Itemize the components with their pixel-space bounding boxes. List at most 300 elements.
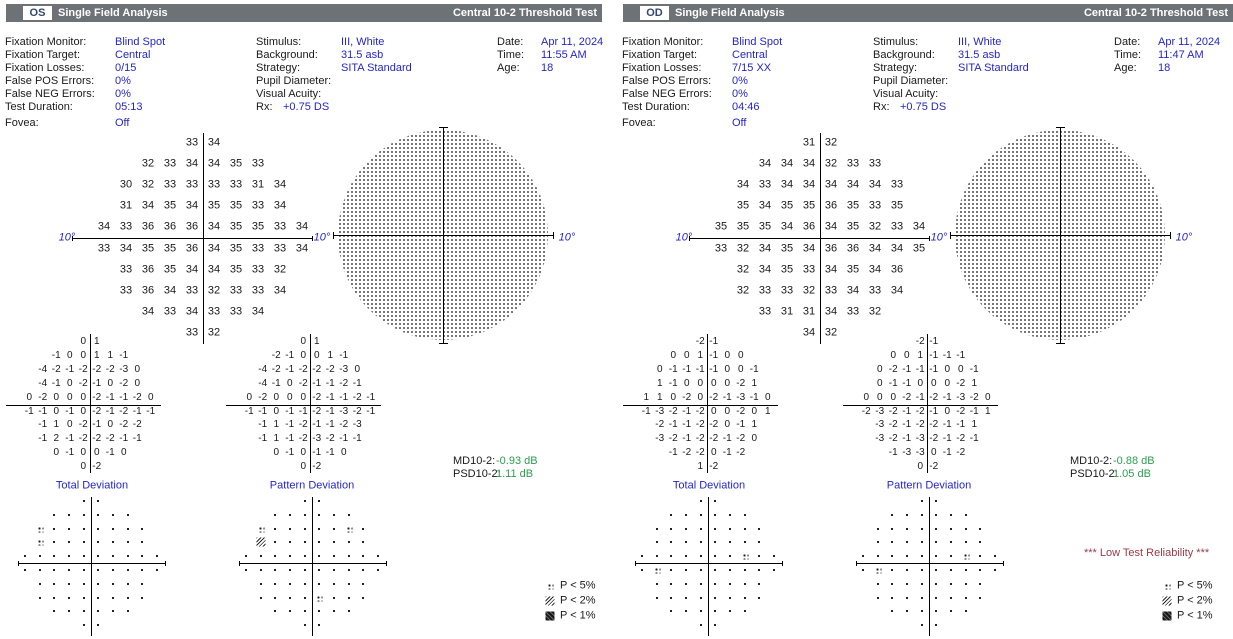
total-deviation-grid-value: -1 (105, 405, 115, 417)
pattern-deviation-probability-symbol (950, 597, 952, 599)
total-deviation-probability-symbol (700, 528, 702, 530)
total-deviation-grid-value: -2 (668, 405, 678, 417)
total-deviation-probability-symbol (729, 569, 731, 571)
total-deviation-probability-symbol (53, 528, 55, 530)
total-deviation-probability-symbol (68, 541, 70, 543)
pattern-deviation-probability-symbol (274, 610, 276, 612)
pattern-deviation-probability-symbol (304, 610, 306, 612)
total-deviation-probability-symbol (685, 610, 687, 612)
total-deviation-probability-symbol (700, 624, 702, 626)
pattern-deviation-probability-symbol (289, 555, 291, 557)
total-deviation-probability-symbol (83, 569, 85, 571)
param-value: Off (732, 117, 747, 129)
total-deviation-grid-value: -2 (709, 461, 719, 473)
pattern-deviation-grid-value: -2 (915, 336, 925, 347)
total-deviation-grid-value: -2 (78, 419, 88, 431)
total-deviation-probability-symbol (97, 597, 99, 599)
total-deviation-grid-value: -1 (119, 391, 129, 403)
pattern-deviation-grid-value: -2 (861, 405, 871, 417)
pattern-deviation-probability-symbol (274, 569, 276, 571)
threshold-grid-value: 36 (890, 263, 904, 276)
total-deviation-grid-value: 0 (107, 419, 114, 431)
threshold-grid-value: 33 (273, 220, 287, 233)
threshold-grid-value: 35 (846, 220, 860, 233)
total-deviation-grid-value: 0 (724, 419, 731, 431)
pattern-deviation-grid-value: 1 (984, 405, 991, 417)
total-deviation-grid-value: 0 (737, 363, 744, 375)
pattern-deviation-grid-value: -1 (339, 433, 349, 445)
total-deviation-probability-symbol (641, 569, 643, 571)
param-label: Time: (497, 49, 525, 61)
threshold-grid-value: 35 (780, 263, 794, 276)
pattern-deviation-grid-value: -1 (325, 391, 335, 403)
total-deviation-probability-symbol (53, 583, 55, 585)
pattern-deviation-grid-value: -2 (339, 377, 349, 389)
threshold-grid-value: 35 (780, 242, 794, 254)
total-deviation-probability-symbol (656, 528, 658, 530)
threshold-grid-value: 34 (736, 178, 750, 191)
pattern-deviation-grid-value: 0 (876, 363, 883, 375)
pattern-deviation-grid-value: -2 (929, 461, 939, 473)
pattern-deviation-probability-symbol (304, 514, 306, 516)
total-deviation-grid-value: 0 (751, 405, 758, 417)
total-deviation-probability-symbol (39, 569, 41, 571)
threshold-grid-value: 34 (780, 157, 794, 170)
pattern-deviation-grid-value: -1 (929, 405, 939, 417)
total-deviation-grid-value: 0 (724, 363, 731, 375)
total-deviation-probability-symbol (112, 597, 114, 599)
pattern-deviation-grid-value: -1 (285, 405, 295, 417)
total-deviation-probability-symbol (714, 624, 716, 626)
threshold-grid-value: 34 (824, 220, 838, 233)
pattern-deviation-probability-symbol (935, 624, 937, 626)
total-deviation-probability-symbol (127, 514, 129, 516)
report-title: Single Field Analysis (675, 7, 785, 19)
total-deviation-probability-symbol (741, 553, 748, 560)
total-deviation-probability-symbol (53, 610, 55, 612)
total-deviation-grid-value: 0 (724, 377, 731, 389)
threshold-grid-value: 35 (163, 199, 177, 212)
threshold-grid-value: 35 (758, 220, 772, 233)
param-value: 11:47 AM (1158, 49, 1204, 61)
pattern-deviation-grid-value: 0 (876, 391, 883, 403)
total-deviation-probability-symbol (83, 555, 85, 557)
total-deviation-probability-symbol (156, 569, 158, 571)
total-deviation-grid-value: 1 (93, 349, 100, 361)
threshold-grid-value: 33 (251, 242, 265, 254)
pattern-deviation-probability-symbol (274, 541, 276, 543)
threshold-grid-value: 36 (163, 220, 177, 233)
total-deviation-probability-symbol (714, 528, 716, 530)
total-deviation-grid-value: 0 (134, 363, 141, 375)
total-deviation-probability-symbol (700, 569, 702, 571)
total-deviation-probability-symbol (39, 555, 41, 557)
axis-degree-label: 10° (313, 231, 331, 244)
total-deviation-probability-symbol (36, 539, 43, 546)
pattern-deviation-grid-value: -1 (969, 405, 979, 417)
legend-symbol-p1 (546, 612, 555, 621)
threshold-grid-value: 32 (207, 326, 221, 339)
pattern-deviation-probability-symbol (950, 555, 952, 557)
pattern-deviation-probability-symbol (921, 541, 923, 543)
pattern-deviation-grid-value: -2 (888, 433, 898, 445)
pattern-deviation-grid-value: -1 (258, 405, 268, 417)
pattern-deviation-grid-value: 0 (273, 391, 280, 403)
param-label: False NEG Errors: (5, 88, 95, 100)
total-deviation-grid-value: -2 (119, 377, 129, 389)
threshold-grid-value: 36 (141, 220, 155, 233)
total-deviation-grid-value: -2 (92, 461, 102, 473)
pattern-deviation-grid-value: -2 (956, 405, 966, 417)
threshold-grid-value: 33 (758, 178, 772, 191)
report-title: Single Field Analysis (58, 7, 168, 19)
pattern-deviation-grid-value: 0 (246, 391, 253, 403)
total-deviation-grid-value: 0 (670, 349, 677, 361)
pattern-deviation-grid-value: -1 (285, 349, 295, 361)
pattern-deviation-grid-value: -1 (312, 447, 322, 459)
threshold-grid-value: 33 (758, 284, 772, 297)
pattern-deviation-grid-value: 0 (286, 391, 293, 403)
total-deviation-probability-symbol (700, 597, 702, 599)
total-deviation-probability-symbol (83, 610, 85, 612)
pattern-deviation-probability-horizontal-axis (239, 563, 386, 564)
total-deviation-probability-symbol (714, 500, 716, 502)
threshold-grid-value: 34 (207, 136, 221, 149)
threshold-grid-value: 35 (229, 242, 243, 254)
total-deviation-grid-value: -1 (709, 349, 719, 361)
pattern-deviation-probability-symbol (877, 528, 879, 530)
param-value: SITA Standard (341, 62, 412, 74)
grayscale-horizontal-axis (950, 235, 1170, 236)
total-deviation-grid-value: -1 (65, 405, 75, 417)
total-deviation-grid-value: 1 (697, 349, 704, 361)
total-deviation-probability-symbol (656, 555, 658, 557)
param-label: Pupil Diameter: (873, 75, 949, 87)
pattern-deviation-probability-symbol (348, 583, 350, 585)
total-deviation-grid-value: -3 (736, 391, 746, 403)
param-label: False NEG Errors: (622, 88, 712, 100)
threshold-grid-value: 33 (97, 242, 111, 254)
total-deviation-probability-symbol (68, 610, 70, 612)
pattern-deviation-grid-value: -3 (956, 391, 966, 403)
pattern-deviation-probability-horizontal-axis (856, 563, 1003, 564)
total-deviation-grid-vertical-axis (707, 334, 708, 473)
total-deviation-probability-symbol (127, 528, 129, 530)
threshold-grid-value: 34 (758, 263, 772, 276)
param-label: Fixation Monitor: (622, 36, 704, 48)
total-deviation-probability-symbol (112, 583, 114, 585)
pattern-deviation-label: Pattern Deviation (886, 479, 972, 492)
total-deviation-grid-value: -1 (668, 363, 678, 375)
total-deviation-grid-value: -4 (38, 377, 48, 389)
param-value: 0% (732, 88, 748, 100)
total-deviation-probability-symbol (729, 555, 731, 557)
pattern-deviation-grid-value: 0 (286, 377, 293, 389)
pattern-deviation-grid-horizontal-axis (843, 405, 998, 406)
total-deviation-probability-symbol (53, 541, 55, 543)
pattern-deviation-grid-value: -1 (325, 447, 335, 459)
total-deviation-probability-symbol (97, 555, 99, 557)
pattern-deviation-probability-symbol (906, 528, 908, 530)
threshold-grid-value: 34 (890, 242, 904, 254)
total-deviation-probability-symbol (700, 514, 702, 516)
pattern-deviation-probability-symbol (979, 583, 981, 585)
axis-degree-label: 10° (558, 231, 576, 244)
pattern-deviation-grid-value: -1 (325, 377, 335, 389)
axis-degree-label: 10° (1175, 231, 1193, 244)
pattern-deviation-grid-value: -1 (929, 336, 939, 347)
legend-symbol-p2 (1163, 597, 1172, 606)
pattern-deviation-probability-symbol (950, 528, 952, 530)
total-deviation-probability-symbol (758, 541, 760, 543)
pattern-deviation-probability-symbol (921, 514, 923, 516)
pattern-deviation-grid-value: -2 (352, 391, 362, 403)
total-deviation-grid-value: -1 (682, 405, 692, 417)
pattern-deviation-probability-symbol (304, 500, 306, 502)
index-value: -0.93 dB (496, 455, 538, 467)
grayscale-axis-tick (439, 127, 448, 128)
pattern-deviation-grid-value: -1 (339, 391, 349, 403)
total-deviation-probability-symbol (53, 597, 55, 599)
pattern-deviation-probability-symbol (906, 597, 908, 599)
pattern-deviation-grid-value: -1 (902, 363, 912, 375)
total-deviation-probability-symbol (112, 514, 114, 516)
total-deviation-grid-value: -2 (736, 433, 746, 445)
legend-label: P < 2% (560, 594, 596, 607)
total-deviation-probability-symbol (729, 541, 731, 543)
total-deviation-grid-value: 0 (80, 349, 87, 361)
total-deviation-probability-symbol (670, 583, 672, 585)
total-deviation-grid-value: -2 (92, 391, 102, 403)
total-deviation-probability-symbol (700, 610, 702, 612)
legend-label: P < 1% (1177, 609, 1213, 622)
threshold-grid-value: 35 (890, 199, 904, 212)
total-deviation-probability-symbol (714, 610, 716, 612)
pattern-deviation-grid-value: -3 (352, 419, 362, 431)
test-name: Central 10-2 Threshold Test (452, 7, 597, 19)
total-deviation-probability-symbol (758, 597, 760, 599)
threshold-grid-value: 30 (119, 178, 133, 191)
total-deviation-grid-value: -1 (38, 419, 48, 431)
total-deviation-grid-horizontal-axis (6, 405, 161, 406)
total-deviation-grid-value: -1 (668, 377, 678, 389)
axis-degree-label: 10° (675, 231, 693, 244)
pattern-deviation-grid-value: -1 (902, 419, 912, 431)
total-deviation-probability-symbol (68, 583, 70, 585)
pattern-deviation-probability-symbol (921, 555, 923, 557)
threshold-grid-value: 34 (824, 178, 838, 191)
total-deviation-grid-value: -2 (736, 447, 746, 459)
total-deviation-grid-value: -1 (668, 447, 678, 459)
param-label: Strategy: (256, 62, 301, 74)
legend-label: P < 5% (1177, 579, 1213, 592)
total-deviation-probability-symbol (670, 597, 672, 599)
pattern-deviation-probability-symbol (362, 528, 364, 530)
pattern-deviation-probability-symbol (348, 597, 350, 599)
pattern-deviation-grid-value: -2 (271, 363, 281, 375)
pattern-deviation-probability-symbol (245, 569, 247, 571)
pattern-deviation-grid-value: -1 (956, 419, 966, 431)
threshold-grid-value: 32 (736, 263, 750, 276)
pattern-deviation-grid-value: -1 (366, 405, 376, 417)
pattern-deviation-probability-symbol (950, 583, 952, 585)
threshold-grid-value: 32 (824, 136, 838, 149)
total-deviation-grid-value: -1 (65, 433, 75, 445)
total-deviation-grid-value: -2 (695, 433, 705, 445)
total-deviation-grid-value: -2 (668, 433, 678, 445)
total-deviation-probability-symbol (714, 541, 716, 543)
pattern-deviation-probability-axis-tick (239, 561, 240, 566)
total-deviation-probability-symbol (53, 555, 55, 557)
pattern-deviation-grid-value: -1 (244, 405, 254, 417)
total-deviation-probability-symbol (83, 500, 85, 502)
pattern-deviation-probability-symbol (979, 555, 981, 557)
threshold-grid-value: 34 (846, 284, 860, 297)
threshold-grid-value: 33 (251, 284, 265, 297)
threshold-grid-value: 35 (780, 199, 794, 212)
threshold-grid-value: 34 (758, 157, 772, 170)
total-deviation-probability-symbol (112, 555, 114, 557)
pattern-deviation-probability-symbol (289, 569, 291, 571)
threshold-grid-value: 34 (868, 263, 882, 276)
pattern-deviation-grid-value: -2 (956, 377, 966, 389)
pattern-deviation-probability-symbol (333, 514, 335, 516)
param-label: Time: (1114, 49, 1142, 61)
param-value: 0% (115, 75, 131, 87)
threshold-grid-value: 33 (119, 263, 133, 276)
total-deviation-grid-value: -3 (655, 405, 665, 417)
low-reliability-warning: *** Low Test Reliability *** (1084, 547, 1210, 559)
total-deviation-probability-symbol (53, 569, 55, 571)
threshold-grid-value: 36 (824, 199, 838, 212)
pattern-deviation-grid-value: -1 (339, 349, 349, 361)
total-deviation-grid-value: 1 (93, 336, 100, 347)
total-deviation-probability-horizontal-axis (18, 563, 165, 564)
pattern-deviation-probability-symbol (921, 597, 923, 599)
threshold-grid-value: 32 (141, 157, 155, 170)
total-deviation-probability-symbol (112, 569, 114, 571)
pattern-deviation-grid-value: 0 (300, 447, 307, 459)
total-deviation-grid-value: 0 (26, 391, 33, 403)
pattern-deviation-probability-vertical-axis (312, 497, 313, 636)
total-deviation-probability-axis-tick (635, 561, 636, 566)
threshold-grid-value: 33 (163, 305, 177, 318)
pattern-deviation-grid-value: -1 (942, 447, 952, 459)
total-deviation-probability-symbol (97, 583, 99, 585)
param-label: Test Duration: (622, 101, 690, 113)
total-deviation-probability-vertical-axis (91, 497, 92, 636)
pattern-deviation-probability-symbol (318, 500, 320, 502)
total-deviation-grid-value: 1 (751, 377, 758, 389)
threshold-grid-value: 33 (229, 178, 243, 191)
total-deviation-probability-symbol (97, 624, 99, 626)
threshold-grid-value: 33 (890, 178, 904, 191)
pattern-deviation-grid-value: 0 (300, 336, 307, 347)
pattern-deviation-grid-value: -1 (902, 405, 912, 417)
param-value: Apr 11, 2024 (1158, 36, 1221, 48)
threshold-grid-value: 35 (736, 220, 750, 233)
eye-label: OD (640, 6, 669, 20)
pattern-deviation-grid-value: -2 (915, 405, 925, 417)
threshold-grid-value: 32 (824, 326, 838, 339)
total-deviation-probability-symbol (700, 583, 702, 585)
pattern-deviation-probability-symbol (318, 514, 320, 516)
threshold-grid-value: 34 (207, 157, 221, 170)
pattern-deviation-probability-symbol (274, 555, 276, 557)
pattern-deviation-probability-symbol (333, 597, 335, 599)
total-deviation-grid-value: 1 (764, 405, 771, 417)
pattern-deviation-probability-symbol (304, 528, 306, 530)
total-deviation-grid-value: -2 (695, 336, 705, 347)
total-deviation-grid-value: -2 (132, 391, 142, 403)
pattern-deviation-probability-symbol (377, 555, 379, 557)
total-deviation-grid-value: 0 (120, 447, 127, 459)
pattern-deviation-probability-symbol (348, 541, 350, 543)
legend-label: P < 2% (1177, 594, 1213, 607)
total-deviation-probability-horizontal-axis (635, 563, 782, 564)
pattern-deviation-grid-value: -1 (325, 405, 335, 417)
pattern-deviation-probability-symbol (877, 555, 879, 557)
threshold-grid-value: 34 (824, 305, 838, 318)
pattern-deviation-grid-value: 1 (313, 336, 320, 347)
total-deviation-label: Total Deviation (672, 479, 746, 492)
grayscale-horizontal-axis (333, 235, 553, 236)
threshold-grid-value: 33 (780, 284, 794, 297)
pattern-deviation-probability-symbol (274, 597, 276, 599)
total-deviation-probability-symbol (97, 514, 99, 516)
pattern-deviation-grid-value: -1 (902, 377, 912, 389)
pattern-deviation-grid-value: 1 (971, 377, 978, 389)
threshold-grid-value: 34 (802, 157, 816, 170)
pattern-deviation-probability-symbol (935, 583, 937, 585)
pattern-deviation-probability-axis-tick (856, 561, 857, 566)
pattern-deviation-grid-value: -2 (969, 391, 979, 403)
total-deviation-probability-symbol (670, 555, 672, 557)
total-deviation-grid-value: -2 (709, 391, 719, 403)
param-label: Rx: (873, 101, 890, 113)
threshold-grid-value: 33 (273, 242, 287, 254)
total-deviation-grid-value: -2 (736, 405, 746, 417)
total-deviation-grid-value: 1 (697, 461, 704, 473)
total-deviation-grid-value: -2 (695, 405, 705, 417)
threshold-grid-value: 35 (163, 242, 177, 254)
total-deviation-grid-value: -1 (92, 377, 102, 389)
param-label: Date: (1114, 36, 1141, 48)
param-label: False POS Errors: (5, 75, 95, 87)
threshold-grid-value: 31 (802, 136, 816, 149)
threshold-grid-value: 34 (273, 284, 287, 297)
total-deviation-probability-symbol (39, 597, 41, 599)
total-deviation-grid-value: -2 (51, 363, 61, 375)
pattern-deviation-grid-value: -3 (339, 405, 349, 417)
total-deviation-grid-value: -1 (105, 391, 115, 403)
threshold-grid-value: 32 (207, 284, 221, 297)
total-deviation-grid-value: -2 (78, 363, 88, 375)
threshold-grid-value: 34 (97, 220, 111, 233)
pattern-deviation-grid-value: -2 (298, 433, 308, 445)
total-deviation-grid-value: 0 (751, 433, 758, 445)
total-deviation-grid-value: -2 (736, 377, 746, 389)
threshold-grid-value: 34 (185, 199, 199, 212)
total-deviation-probability-symbol (656, 541, 658, 543)
total-deviation-grid-value: -2 (682, 447, 692, 459)
total-deviation-grid-value: -1 (132, 405, 142, 417)
grayscale-axis-tick (333, 232, 334, 239)
total-deviation-grid-value: 1 (656, 377, 663, 389)
threshold-grid-value: 34 (780, 178, 794, 191)
param-label: Fovea: (622, 117, 656, 129)
threshold-grid-value: 34 (273, 178, 287, 191)
